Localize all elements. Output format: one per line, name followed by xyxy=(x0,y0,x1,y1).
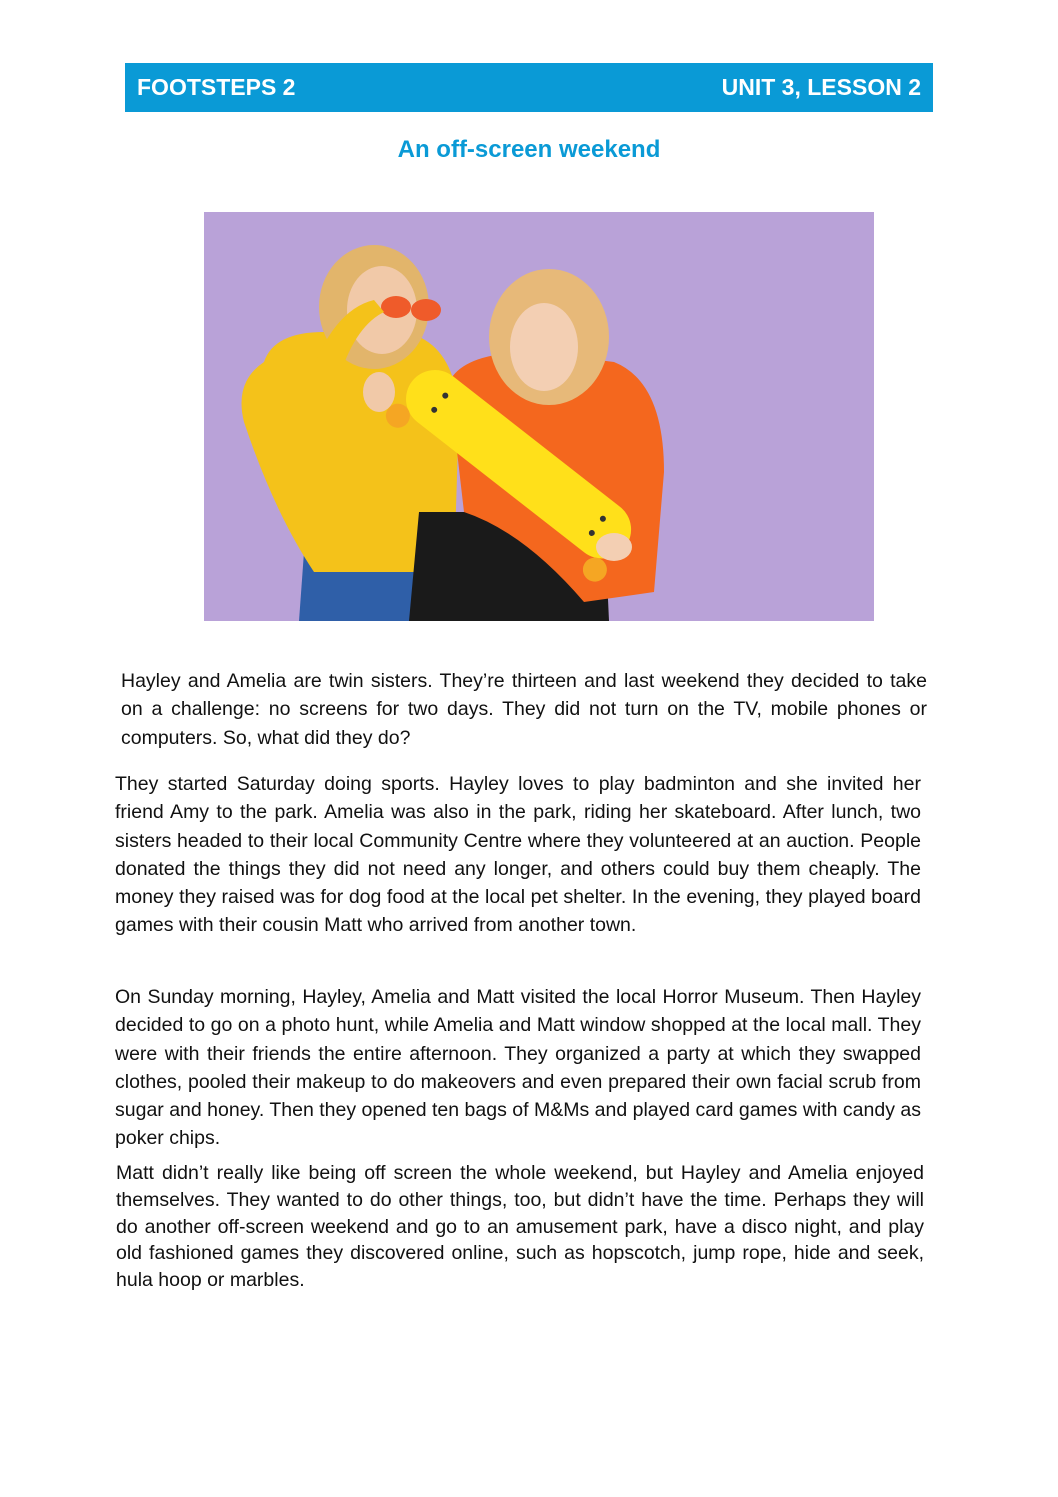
unit-lesson-label: UNIT 3, LESSON 2 xyxy=(721,74,921,100)
course-name: FOOTSTEPS 2 xyxy=(137,74,296,100)
saturday-paragraph: They started Saturday doing sports. Hayley loves to play badminton and she invited her friend Amy to the park. Amelia was also in the park, riding her skateboard. After lunch, two sisters headed to their local Community Centre where they volunteered at an auction. People donated the things they did not need any longer, and others could buy them cheaply. The money they raised was for dog food at the local pet shelter. In the evening, they played board games with their cousin Matt who arrived from another town. xyxy=(115,773,921,937)
page-header-bar xyxy=(125,63,933,112)
twin-sisters-skateboard-photo xyxy=(204,212,874,621)
intro-paragraph: Hayley and Amelia are twin sisters. They’re thirteen and last weekend they decided to take on a challenge: no screens for two days. They did not turn on the TV, mobile phones or computers. So, what did they do? xyxy=(121,670,927,749)
conclusion-paragraph: Matt didn’t really like being off screen the whole weekend, but Hayley and Amelia enjoyed themselves. They wanted to do other things, too, but didn’t have the time. Perhaps they will do another off-screen weekend and go to an amusement park, have a disco night, and play old fashioned games they discovered online, such as hopscotch, jump rope, hide and seek, hula hoop or marbles. xyxy=(116,1162,924,1292)
sunday-paragraph: On Sunday morning, Hayley, Amelia and Matt visited the local Horror Museum. Then Hayley decided to go on a photo hunt, while Amelia and Matt window shopped at the local mall. They were with their friends the entire afternoon. They organized a party at which they swapped clothes, pooled their makeup to do makeovers and even prepared their own facial scrub from sugar and honey. Then they opened ten bags of M&Ms and played card games with candy as poker chips. xyxy=(115,986,921,1150)
page-title: An off-screen weekend xyxy=(397,136,661,163)
